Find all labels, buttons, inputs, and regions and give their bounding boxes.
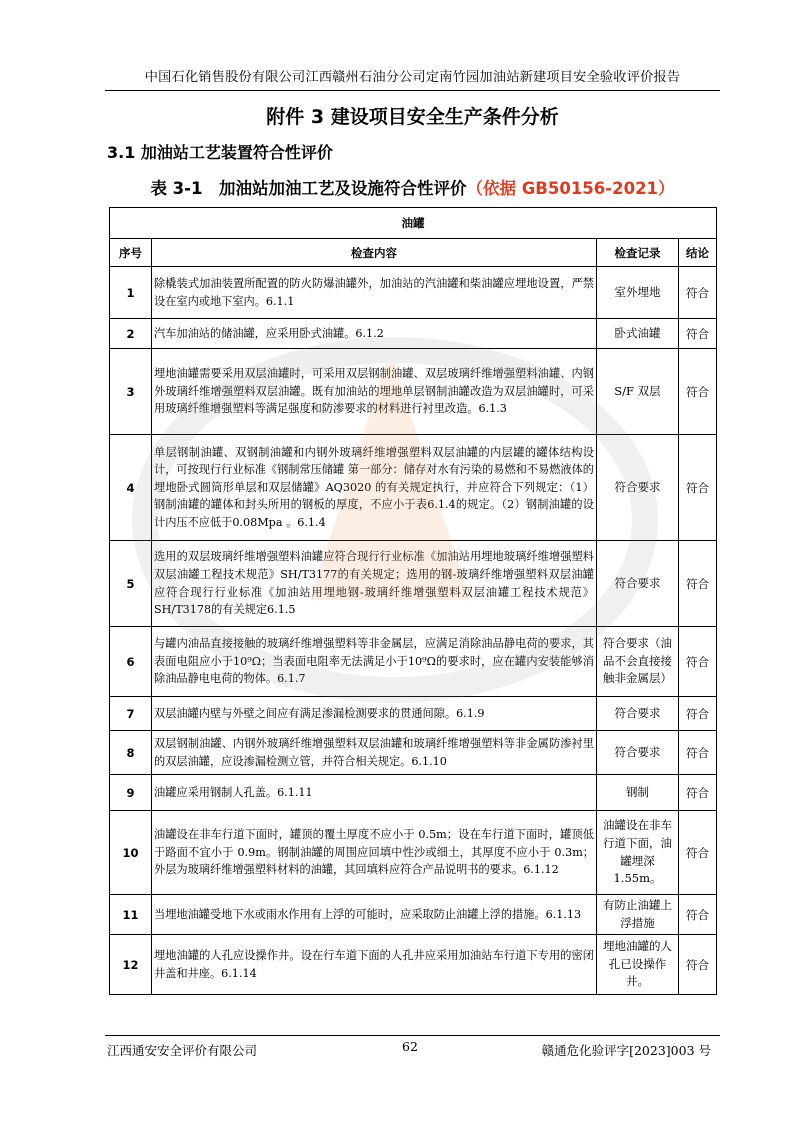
header-rule — [105, 90, 720, 91]
row-number: 9 — [110, 775, 152, 811]
row-number: 12 — [110, 935, 152, 995]
footer-company: 江西通安安全评价有限公司 — [107, 1043, 258, 1058]
table-section-row — [110, 208, 717, 239]
row-check-content: 油罐应采用钢制人孔盖。6.1.11 — [152, 775, 597, 811]
row-number: 4 — [110, 435, 152, 541]
row-verdict: 符合 — [679, 435, 717, 541]
row-check-record: 室外埋地 — [597, 267, 679, 319]
row-check-content: 汽车加油站的储油罐，应采用卧式油罐。6.1.2 — [152, 319, 597, 349]
table-row — [110, 775, 717, 811]
table-caption-basis: （依据 GB50156-2021） — [466, 179, 675, 198]
row-check-record: 符合要求 — [597, 731, 679, 775]
evaluation-table-wrap — [109, 207, 716, 995]
table-caption-text: 表 3-1 加油站加油工艺及设施符合性评价 — [150, 179, 467, 198]
row-check-content: 选用的双层玻璃纤维增强塑料油罐应符合现行行业标准《加油站用埋地玻璃纤维增强塑料双层油罐工程技术规范》SH/T3177的有关规定；选用的钢-玻璃纤维增强塑料双层油罐应符合现行行业标准《加油站用埋地钢-玻璃纤维增强塑料双层油罐工程技术规范》SH/T3178的有关规定6.1.5 — [152, 541, 597, 627]
row-check-content: 与罐内油品直接接触的玻璃纤维增强塑料等非金属层，应满足消除油品静电荷的要求，其表面电阻应小于10⁹Ω；当表面电阻率无法满足小于10⁹Ω的要求时，应在罐内安装能够消除油品静电电荷的物体。6.1.7 — [152, 627, 597, 697]
row-check-record: 符合要求 — [597, 541, 679, 627]
row-check-record: 卧式油罐 — [597, 319, 679, 349]
table-row — [110, 435, 717, 541]
row-check-record: 符合要求 — [597, 435, 679, 541]
table-row — [110, 935, 717, 995]
row-verdict: 符合 — [679, 697, 717, 731]
row-number: 3 — [110, 349, 152, 435]
row-check-content: 单层钢制油罐、双钢制油罐和内钢外玻璃纤维增强塑料双层油罐的内层罐的罐体结构设计，可按现行行业标准《钢制常压储罐 第一部分：储存对水有污染的易燃和不易燃液体的埋地卧式圆筒形单层和双层储罐》AQ3020 的有关规定执行，并应符合下列规定：（1）钢制油罐的罐体和封头所用的钢板的厚度，不应小于表6.1.4的规定。（2）钢制油罐的设计内压不应低于0.08Mpa 。6.1.4 — [152, 435, 597, 541]
row-check-content: 埋地油罐需要采用双层油罐时，可采用双层钢制油罐、双层玻璃纤维增强塑料油罐、内钢外玻璃纤维增强塑料双层油罐。既有加油站的埋地单层钢制油罐改造为双层油罐时，可采用玻璃纤维增强塑料等满足强度和防渗要求的材料进行衬里改造。6.1.3 — [152, 349, 597, 435]
row-verdict: 符合 — [679, 731, 717, 775]
row-number: 11 — [110, 895, 152, 935]
row-verdict: 符合 — [679, 349, 717, 435]
footer-doc-number: 赣通危化验评字[2023]003 号 — [541, 1043, 711, 1058]
row-check-record: 有防止油罐上浮措施 — [597, 895, 679, 935]
evaluation-table — [109, 207, 717, 995]
footer-rule — [105, 1035, 720, 1036]
row-number: 6 — [110, 627, 152, 697]
row-number: 8 — [110, 731, 152, 775]
row-verdict: 符合 — [679, 935, 717, 995]
row-check-content: 当埋地油罐受地下水或雨水作用有上浮的可能时，应采取防止油罐上浮的措施。6.1.13 — [152, 895, 597, 935]
table-row — [110, 697, 717, 731]
table-section-label: 油罐 — [110, 208, 717, 239]
row-number: 2 — [110, 319, 152, 349]
row-check-content: 双层油罐内壁与外壁之间应有满足渗漏检测要求的贯通间隙。6.1.9 — [152, 697, 597, 731]
table-row — [110, 541, 717, 627]
row-verdict: 符合 — [679, 811, 717, 895]
row-check-record: 符合要求（油品不会直接接触非金属层） — [597, 627, 679, 697]
row-check-content: 双层钢制油罐、内钢外玻璃纤维增强塑料双层油罐和玻璃纤维增强塑料等非金属防渗衬里的双层油罐，应设渗漏检测立管，并符合相关规定。6.1.10 — [152, 731, 597, 775]
row-verdict: 符合 — [679, 895, 717, 935]
section-title: 3.1 加油站工艺装置符合性评价 — [107, 143, 333, 162]
row-number: 7 — [110, 697, 152, 731]
row-check-record: 钢制 — [597, 775, 679, 811]
table-row — [110, 731, 717, 775]
row-number: 5 — [110, 541, 152, 627]
appendix-title: 附件 3 建设项目安全生产条件分析 — [266, 106, 559, 128]
column-header-content: 检查内容 — [152, 239, 597, 267]
table-row — [110, 349, 717, 435]
row-verdict: 符合 — [679, 775, 717, 811]
row-check-record: 符合要求 — [597, 697, 679, 731]
footer-page-number: 62 — [402, 1039, 418, 1054]
table-row — [110, 895, 717, 935]
table-row — [110, 267, 717, 319]
column-header-verdict: 结论 — [679, 239, 717, 267]
table-header-row — [110, 239, 717, 267]
running-header: 中国石化销售股份有限公司江西赣州石油分公司定南竹园加油站新建项目安全验收评价报告 — [144, 70, 681, 85]
row-verdict: 符合 — [679, 267, 717, 319]
column-header-record: 检查记录 — [597, 239, 679, 267]
row-verdict: 符合 — [679, 319, 717, 349]
row-check-record: S/F 双层 — [597, 349, 679, 435]
row-check-record: 埋地油罐的人孔已设操作井。 — [597, 935, 679, 995]
table-row — [110, 319, 717, 349]
row-number: 1 — [110, 267, 152, 319]
row-verdict: 符合 — [679, 541, 717, 627]
row-check-content: 埋地油罐的人孔应设操作井。设在行车道下面的人孔井应采用加油站车行道下专用的密闭井盖和井座。6.1.14 — [152, 935, 597, 995]
row-check-content: 油罐设在非车行道下面时，罐顶的覆土厚度不应小于 0.5m；设在车行道下面时，罐顶低于路面不宜小于 0.9m。钢制油罐的周围应回填中性沙或细土，其厚度不应小于 0.3m；外层为玻璃纤维增强塑料材料的油罐，其回填料应符合产品说明书的要求。6.1.12 — [152, 811, 597, 895]
row-number: 10 — [110, 811, 152, 895]
table-row — [110, 627, 717, 697]
table-caption — [105, 175, 720, 199]
row-check-record: 油罐设在非车行道下面，油罐埋深1.55m。 — [597, 811, 679, 895]
table-row — [110, 811, 717, 895]
column-header-no: 序号 — [110, 239, 152, 267]
row-verdict: 符合 — [679, 627, 717, 697]
row-check-content: 除橇装式加油装置所配置的防火防爆油罐外，加油站的汽油罐和柴油罐应埋地设置，严禁设在室内或地下室内。6.1.1 — [152, 267, 597, 319]
